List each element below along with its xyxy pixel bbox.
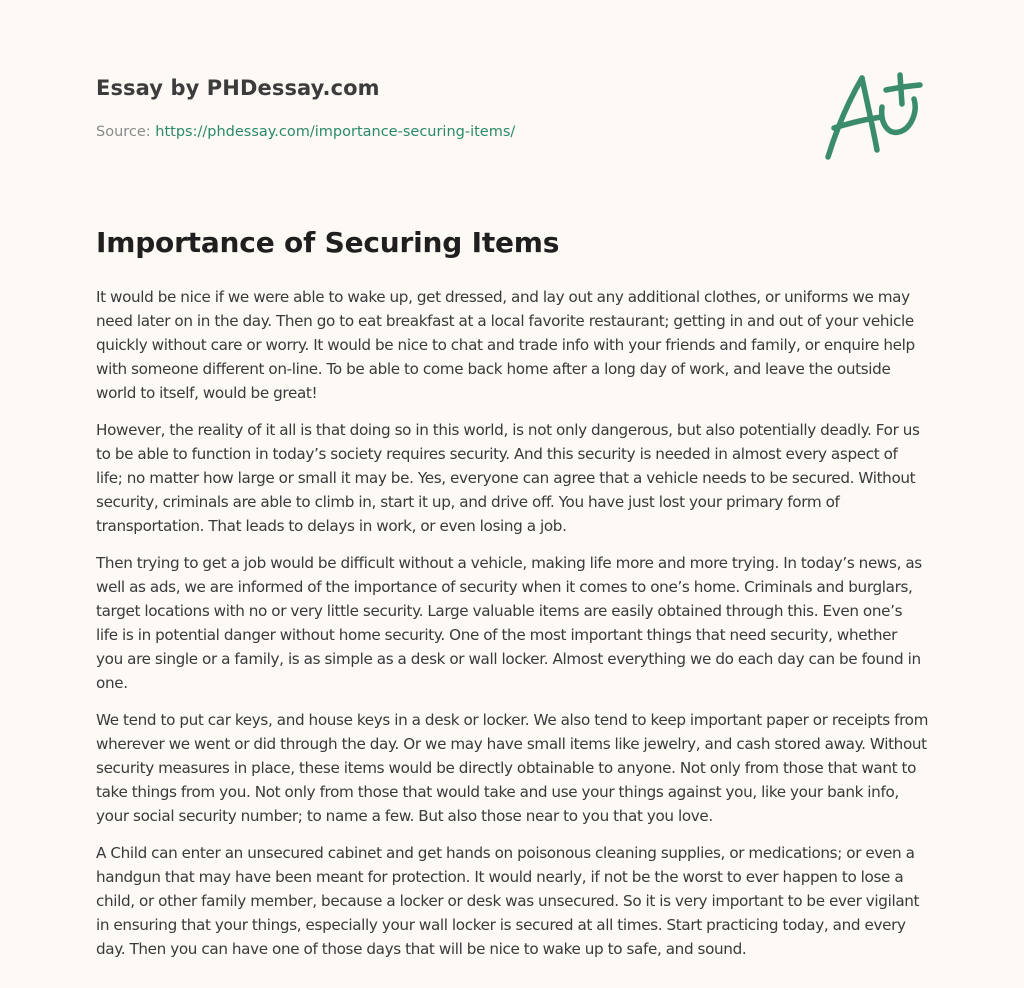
site-brand: Essay by PHDessay.com xyxy=(96,76,380,100)
source-label: Source: xyxy=(96,124,151,140)
source-link[interactable]: https://phdessay.com/importance-securing-items/ xyxy=(155,124,516,140)
essay-paragraph: It would be nice if we were able to wake up, get dressed, and lay out any additional clothes, or uniforms we may need later on in the day. Then go to eat breakfast at a local favorite restaurant; getting in and out of your vehicle quickly without care or worry. It would be nice to chat and trade info with your friends and family, or enquire help with someone different on-line. To be able to come back home after a long day of work, and leave the outside world to itself, would be great! xyxy=(96,288,915,402)
essay-paragraph: We tend to put car keys, and house keys in a desk or locker. We also tend to keep important paper or receipts from wherever we went or did through the day. Or we may have small items like jewelry, and cash stored away. Without security measures in place, these items would be directly obtainable to anyone. Not only from those that want to take things from you. Not only from those that would take and use your things against you, like your bank info, your social security number; to name a few. But also those near to you that you love. xyxy=(96,711,929,825)
source-line xyxy=(96,124,515,140)
essay-title: Importance of Securing Items xyxy=(96,226,560,259)
essay-paragraph: Then trying to get a job would be difficult without a vehicle, making life more and more trying. In today’s news, as well as ads, we are informed of the importance of security when it comes to one’s home. Criminals and burglars, target locations with no or very little security. Large valuable items are easily obtained through this. Even one’s life is in potential danger without home security. One of the most important things that need security, whether you are single or a family, is as simple as a desk or wall locker. Almost everything we do each day can be found in one. xyxy=(96,554,922,692)
essay-paragraph: A Child can enter an unsecured cabinet and get hands on poisonous cleaning supplies, or medications; or even a handgun that may have been meant for protection. It would nearly, if not be the worst to ever happen to lose a child, or other family member, because a locker or desk was unsecured. So it is very important to be ever vigilant in ensuring that your things, especially your wall locker is secured at all times. Start practicing today, and every day. Then you can have one of those days that will be nice to wake up to safe, and sound. xyxy=(96,844,920,958)
essay-body xyxy=(96,285,928,974)
essay-paragraph: However, the reality of it all is that doing so in this world, is not only dangerous, but also potentially deadly. For us to be able to function in today’s society requires security. And this security is needed in almost every aspect of life; no matter how large or small it may be. Yes, everyone can agree that a vehicle needs to be secured. Without security, criminals are able to climb in, start it up, and drive off. You have just lost your primary form of transportation. That leads to delays in work, or even losing a job. xyxy=(96,421,920,535)
a-plus-logo-icon xyxy=(822,66,926,164)
